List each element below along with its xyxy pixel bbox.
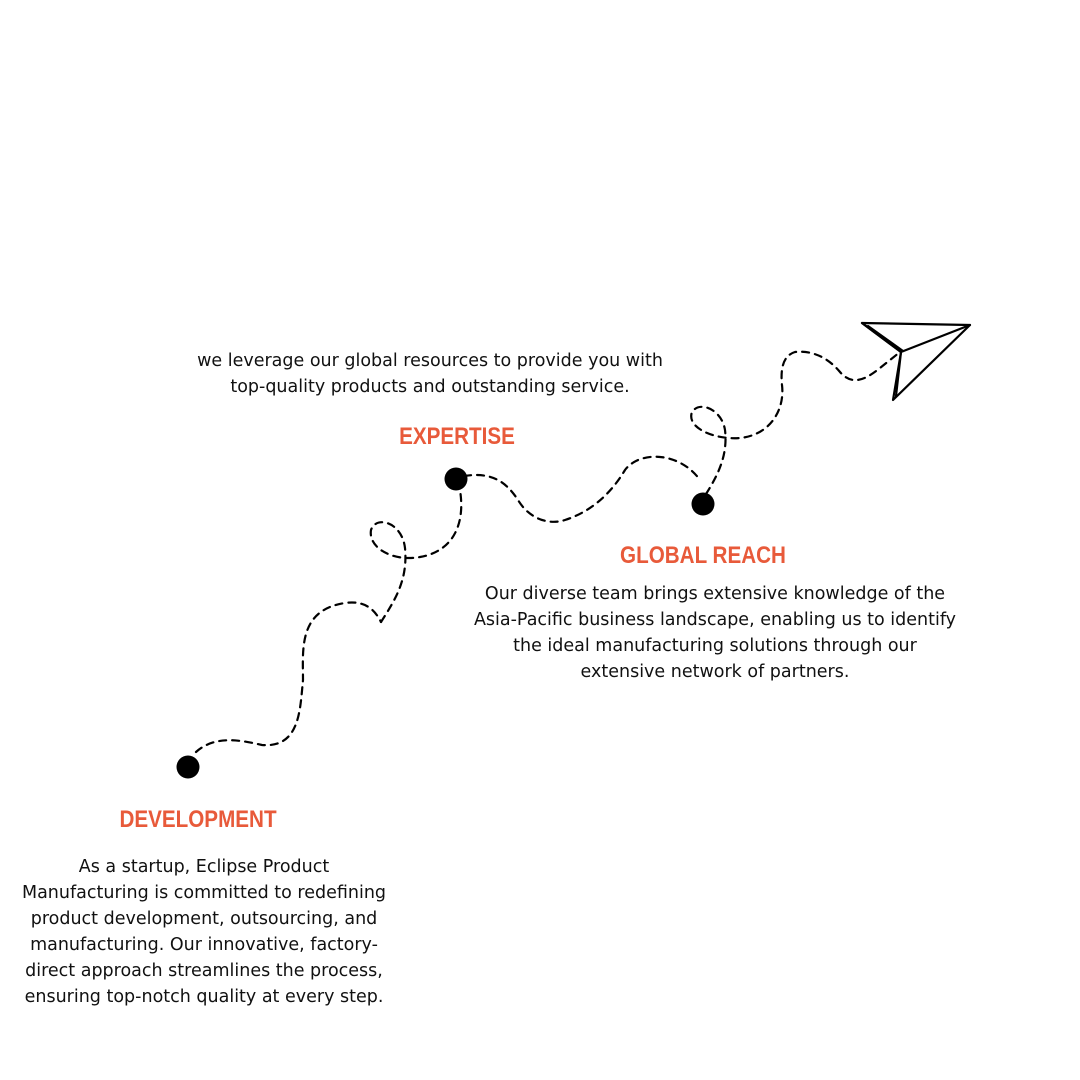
development-heading: DEVELOPMENT <box>119 806 277 833</box>
paper-plane-icon <box>862 323 970 400</box>
expertise-description-line: we leverage our global resources to provide you with <box>197 351 663 371</box>
development-description-line: manufacturing. Our innovative, factory- <box>30 935 378 955</box>
dashed-path-segment-4 <box>691 352 900 494</box>
expertise-description-line: top-quality products and outstanding service. <box>230 377 630 397</box>
milestone-dot-expertise <box>445 468 468 491</box>
global-reach-description-line: extensive network of partners. <box>580 662 850 682</box>
development-description-line: ensuring top-notch quality at every step. <box>24 987 384 1007</box>
expertise-heading: EXPERTISE <box>399 423 515 450</box>
expertise-description <box>170 348 690 400</box>
milestone-dot-global-reach <box>692 493 715 516</box>
global-reach-description-line: Asia-Pacific business landscape, enabling us to identify <box>473 610 957 630</box>
dashed-path-segment-2 <box>371 490 461 622</box>
development-description <box>4 854 404 1010</box>
development-description-line: direct approach streamlines the process, <box>25 961 383 981</box>
dashed-path-segment-3 <box>464 457 700 522</box>
global-reach-description-line: Our diverse team brings extensive knowledge of the <box>484 584 946 604</box>
development-description-line: Manufacturing is committed to redefining <box>21 883 387 903</box>
development-description-line: As a startup, Eclipse Product <box>78 857 330 877</box>
global-reach-description-line: the ideal manufacturing solutions through our <box>513 636 917 656</box>
global-reach-description <box>455 581 975 685</box>
dashed-path-segment-1 <box>196 602 381 752</box>
global-reach-heading: GLOBAL REACH <box>620 542 786 569</box>
development-description-line: product development, outsourcing, and <box>30 909 378 929</box>
milestone-dot-development <box>177 756 200 779</box>
